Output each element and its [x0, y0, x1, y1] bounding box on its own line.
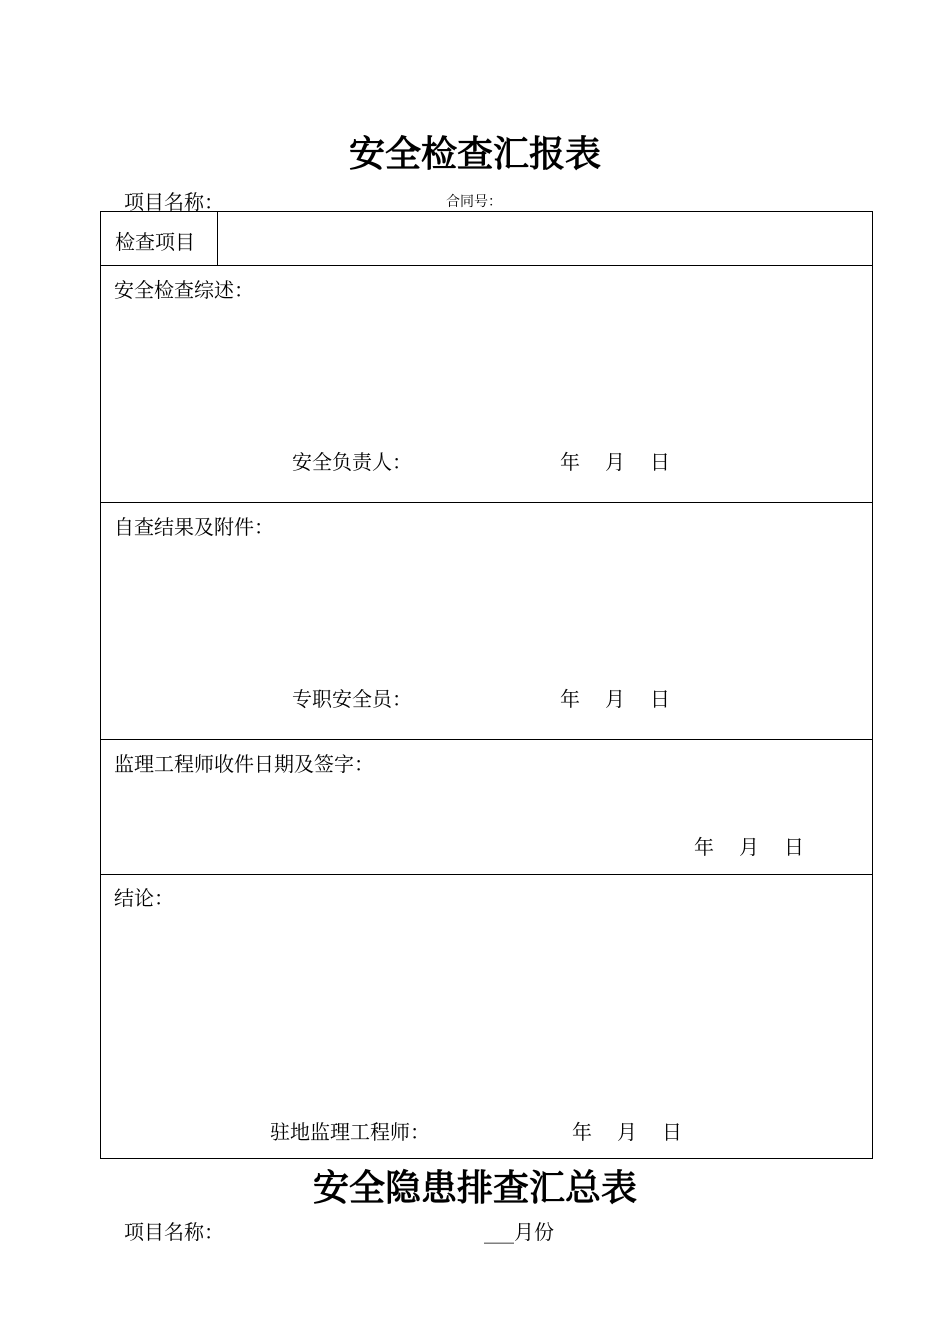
- month-blank[interactable]: ___: [484, 1220, 514, 1244]
- month-label: 月份: [514, 1220, 554, 1244]
- engineer-receipt-label: 监理工程师收件日期及签字：: [114, 752, 374, 776]
- check-item-row: [101, 212, 872, 265]
- check-item-divider: [217, 212, 218, 265]
- form-title: 安全检查汇报表: [348, 134, 601, 175]
- self-check-date-day: 日: [650, 687, 670, 711]
- inspection-form-table: [100, 211, 873, 1159]
- conclusion-label: 结论：: [114, 886, 174, 910]
- engineer-date-day: 日: [784, 835, 804, 859]
- contract-no-label: 合同号：: [446, 194, 502, 210]
- self-check-section: [101, 502, 872, 739]
- conclusion-date-year: 年: [572, 1120, 592, 1144]
- engineer-receipt-section: [101, 739, 872, 874]
- self-check-date-year: 年: [560, 687, 580, 711]
- summary-label: 安全检查综述：: [114, 278, 254, 302]
- self-check-date-month: 月: [605, 687, 625, 711]
- conclusion-section: [101, 874, 872, 1158]
- check-item-field[interactable]: [219, 212, 869, 264]
- self-check-label: 自查结果及附件：: [114, 515, 274, 539]
- check-item-label: 检查项目: [115, 230, 195, 254]
- project-name-label: 项目名称：: [124, 190, 224, 214]
- summary-section: [101, 265, 872, 502]
- conclusion-date-day: 日: [662, 1120, 682, 1144]
- hazard-project-name-label: 项目名称：: [124, 1220, 224, 1244]
- resident-engineer-label: 驻地监理工程师：: [270, 1120, 430, 1144]
- engineer-date-year: 年: [694, 835, 714, 859]
- engineer-date-month: 月: [739, 835, 759, 859]
- month-field: [484, 1216, 554, 1245]
- summary-date-month: 月: [605, 450, 625, 474]
- conclusion-date-month: 月: [617, 1120, 637, 1144]
- summary-date-year: 年: [560, 450, 580, 474]
- safety-officer-label: 专职安全员：: [292, 687, 412, 711]
- hazard-summary-title: 安全隐患排查汇总表: [312, 1168, 637, 1209]
- summary-signer-label: 安全负责人：: [292, 450, 412, 474]
- summary-date-day: 日: [650, 450, 670, 474]
